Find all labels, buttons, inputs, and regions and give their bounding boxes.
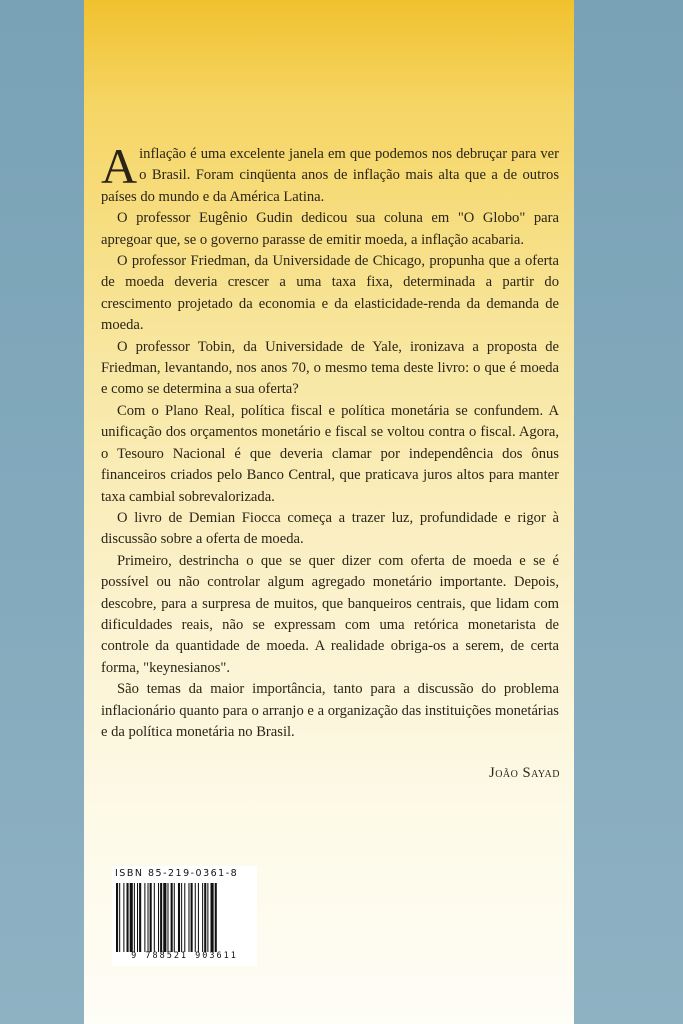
paragraph xyxy=(101,138,559,208)
barcode-bars-icon xyxy=(116,883,253,952)
cover-side-band-right xyxy=(574,0,683,1024)
paragraph: Com o Plano Real, política fiscal e política monetária se confundem. A unificação dos orçamentos monetário e fiscal se voltou contra o fiscal. Agora, o Tesouro Nacional é que deveria clamar por independência dos ônus financeiros criados pelo Banco Central, que praticava juros altos para manter taxa cambial sobrevalorizada. xyxy=(101,402,559,505)
cover-side-band-left xyxy=(0,0,84,1024)
paragraph: O professor Tobin, da Universidade de Yale, ironizava a proposta de Friedman, levantando, nos anos 70, o mesmo tema deste livro: o que é moeda e como se determina a sua oferta? xyxy=(101,338,559,398)
isbn-label: ISBN 85-219-0361-8 xyxy=(115,868,239,879)
paragraph: São temas da maior importância, tanto para a discussão do problema inflacionário quanto para o arranjo e a organização das instituições monetárias e da política monetária no Brasil. xyxy=(101,681,559,740)
drop-cap: A xyxy=(101,138,138,194)
paragraph-text: inflação é uma excelente janela em que podemos nos debruçar para ver o Brasil. Foram cinqüenta anos de inflação mais alta que a de outros países do mundo e da América Latina. xyxy=(101,146,559,205)
paragraph: O professor Eugênio Gudin dedicou sua coluna em "O Globo" para apregoar que, se o governo parasse de emitir moeda, a inflação acabaria. xyxy=(101,210,559,248)
paragraph: O professor Friedman, da Universidade de Chicago, propunha que a oferta de moeda deveria crescer a uma taxa fixa, determinada a partir do crescimento projetado da economia e da elasticidade-renda da demanda de moeda. xyxy=(101,253,559,334)
author-signature: João Sayad xyxy=(489,765,560,781)
paragraph: O livro de Demian Fiocca começa a trazer luz, profundidade e rigor à discussão sobre a oferta de moeda. xyxy=(101,509,559,548)
isbn-barcode xyxy=(112,866,257,966)
ean-number: 9 788521 903611 xyxy=(131,951,238,961)
paragraph: Primeiro, destrincha o que se quer dizer com oferta de moeda e se é possível ou não controlar algum agregado monetário importante. Depois, descobre, para a surpresa de muitos, que banqueiros centrais, que lidam com dificuldades reais, não se expressam com uma retórica monetarista de controle da quantidade de moeda. A realidade obriga-os a serem, de certa forma, "keynesianos". xyxy=(101,552,559,676)
blurb-text xyxy=(101,138,559,743)
